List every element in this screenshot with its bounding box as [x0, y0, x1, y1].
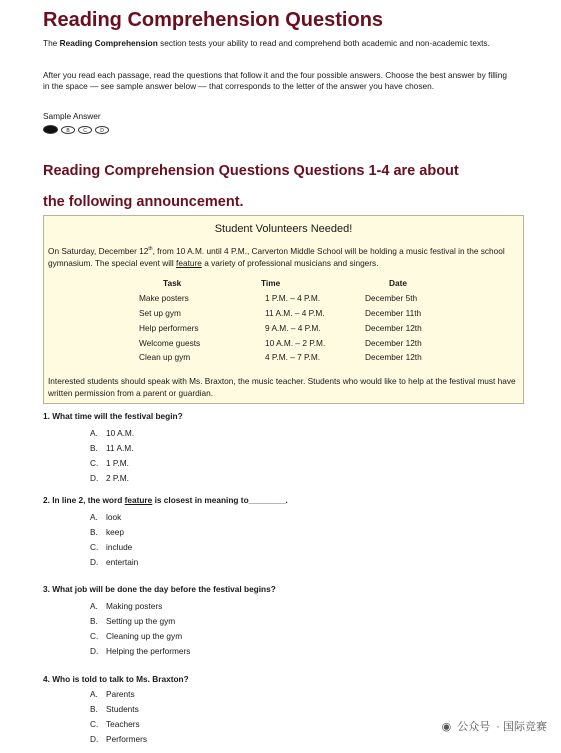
question-3-options — [90, 598, 190, 658]
page-title: Reading Comprehension Questions — [43, 9, 384, 31]
option-c[interactable]: C. Teachers — [90, 718, 140, 729]
option-a[interactable]: A. Making posters — [90, 600, 163, 611]
question-4-options — [90, 686, 147, 746]
watermark — [442, 718, 561, 734]
option-c[interactable]: C. Cleaning up the gym — [90, 630, 183, 641]
question-3: 3. What job will be done the day before the festival begins? — [43, 584, 276, 594]
question-1-options — [90, 425, 134, 485]
table-row: Set up gym 11 A.M. – 4 P.M. December 11th — [139, 307, 422, 318]
option-d[interactable]: D. 2 P.M. — [90, 472, 129, 483]
bubble-b: B — [61, 126, 75, 134]
option-d[interactable]: D. entertain — [90, 556, 139, 567]
intro-paragraph-2: After you read each passage, read the questions that follow it and the four possible answers. Choose the best answer by filling in the space — see sample answer below — that corresponds to the letter of the answer you have chosen. — [43, 70, 507, 91]
announcement-title: Student Volunteers Needed! — [214, 223, 353, 235]
option-b[interactable]: B. keep — [90, 526, 124, 537]
option-c[interactable]: C. 1 P.M. — [90, 457, 129, 468]
table-row: Clean up gym 4 P.M. – 7 P.M. December 12th — [139, 352, 422, 363]
option-a[interactable]: A. Parents — [90, 688, 135, 699]
table-header-row — [139, 276, 465, 291]
question-4: 4. Who is told to talk to Ms. Braxton? — [43, 674, 189, 684]
question-1: 1. What time will the festival begin? — [43, 411, 183, 421]
table-row: Welcome guests 10 A.M. – 2 P.M. December 12th — [139, 337, 422, 348]
option-b[interactable]: B. Students — [90, 703, 139, 714]
wechat-icon: ◉ — [441, 720, 452, 733]
volunteer-schedule-table — [139, 276, 465, 365]
watermark-right: · 国际竞赛 — [496, 721, 547, 733]
option-b[interactable]: B. Setting up the gym — [90, 615, 176, 626]
option-d[interactable]: D. Performers — [90, 733, 148, 744]
watermark-left: 公众号 — [457, 721, 491, 733]
header-time: Time — [261, 278, 281, 289]
section-title-line-1: Reading Comprehension Questions Questions 1-4 are about — [43, 163, 459, 179]
intro-paragraph-1: The Reading Comprehension section tests your ability to read and comprehend both academic and non-academic texts. — [43, 38, 490, 48]
sample-answer-label: Sample Answer — [43, 111, 101, 121]
table-row: Make posters 1 P.M. – 4 P.M. December 5th — [139, 293, 418, 304]
header-task: Task — [163, 278, 182, 289]
question-2-options — [90, 509, 138, 569]
table-row: Help performers 9 A.M. – 4 P.M. December 12th — [139, 322, 422, 333]
option-b[interactable]: B. 11 A.M. — [90, 442, 134, 453]
section-title-line-2: the following announcement. — [43, 194, 244, 210]
sample-answer-bubbles — [43, 125, 109, 134]
bubble-d: D — [95, 126, 109, 134]
question-2: 2. In line 2, the word feature is closest in meaning to________. — [43, 495, 288, 505]
announcement-footer: Interested students should speak with Ms. Braxton, the music teacher. Students who would like to help at the festival must have written permission from a parent or guardian. — [48, 376, 516, 398]
bubble-c: C — [78, 126, 92, 134]
announcement-box — [43, 215, 524, 404]
option-a[interactable]: A. 10 A.M. — [90, 427, 135, 438]
header-date: Date — [389, 278, 407, 289]
option-a[interactable]: A. look — [90, 511, 122, 522]
bubble-filled — [43, 125, 58, 134]
option-c[interactable]: C. include — [90, 541, 133, 552]
option-d[interactable]: D. Helping the performers — [90, 645, 191, 656]
announcement-body: On Saturday, December 12th, from 10 A.M. until 4 P.M., Carverton Middle School will be holding a music festival in the school gymnasium. The special event will feature a variety of professional musicians and singers. — [48, 245, 505, 268]
